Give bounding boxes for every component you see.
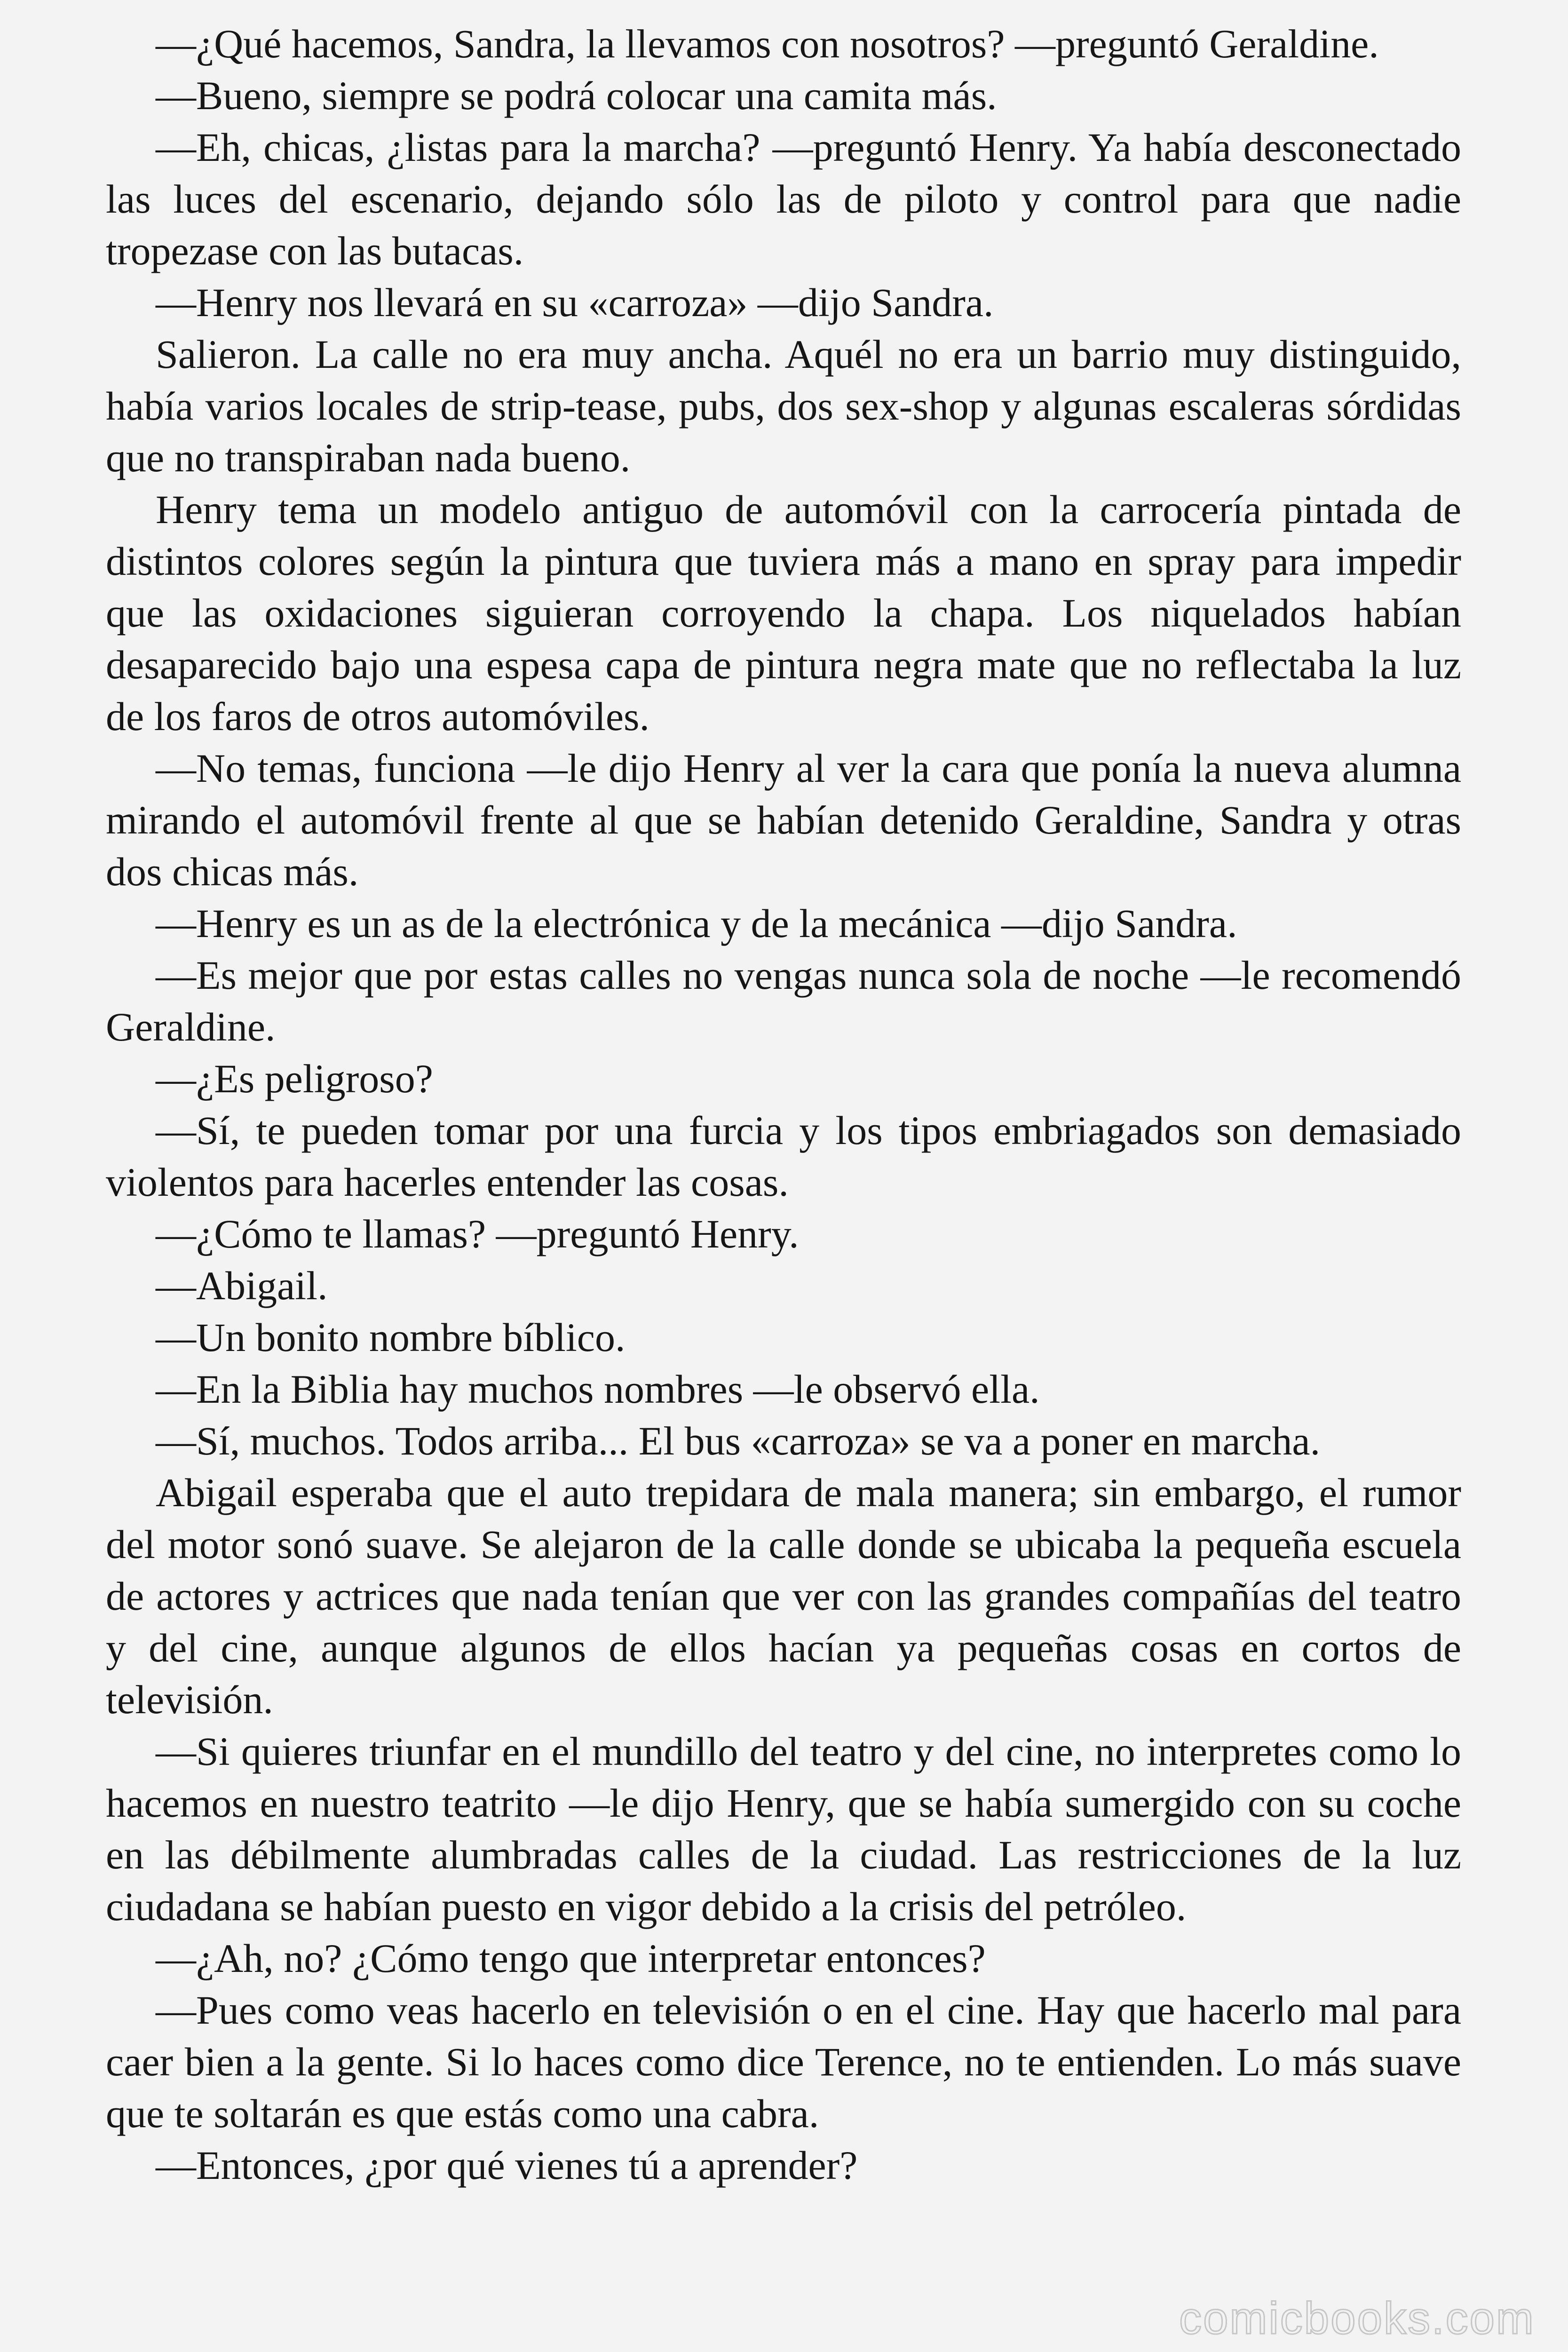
paragraph: —Abigail. bbox=[156, 1263, 328, 1308]
paragraph: —¿Cómo te llamas? —preguntó Henry. bbox=[156, 1211, 799, 1256]
paragraph: —Es mejor que por estas calles no vengas nunca sola de noche —le recomendó Geraldine. bbox=[106, 953, 1461, 1049]
paragraph: —Un bonito nombre bíblico. bbox=[156, 1315, 626, 1360]
paragraph: —Pues como veas hacerlo en televisión o en el cine. Hay que hacerlo mal para caer bien a la gente. Si lo haces como dice Terence, no te entienden. Lo más suave que te soltarán es que estás como una cabra. bbox=[106, 1987, 1461, 2136]
paragraph: —¿Qué hacemos, Sandra, la llevamos con nosotros? —preguntó Geraldine. bbox=[156, 21, 1379, 66]
paragraph: —Bueno, siempre se podrá colocar una camita más. bbox=[156, 73, 997, 118]
book-page-text bbox=[106, 18, 1461, 2191]
paragraph: —Sí, te pueden tomar por una furcia y los tipos embriagados son demasiado violentos para hacerles entender las cosas. bbox=[106, 1108, 1461, 1205]
paragraph: —Sí, muchos. Todos arriba... El bus «carroza» se va a poner en marcha. bbox=[156, 1418, 1321, 1463]
paragraph: —¿Es peligroso? bbox=[156, 1056, 433, 1101]
paragraph: —Henry es un as de la electrónica y de la mecánica —dijo Sandra. bbox=[156, 901, 1237, 946]
paragraph: —Si quieres triunfar en el mundillo del teatro y del cine, no interpretes como lo hacemos en nuestro teatrito —le dijo Henry, que se había sumergido con su coche en las débilmente alumbradas calles de la ciudad. Las restricciones de la luz ciudadana se habían puesto en vigor debido a la crisis del petróleo. bbox=[106, 1729, 1461, 1929]
paragraph: Abigail esperaba que el auto trepidara de mala manera; sin embargo, el rumor del motor sonó suave. Se alejaron de la calle donde se ubicaba la pequeña escuela de actores y actrices que nada tenían que ver con las grandes compañías del teatro y del cine, aunque algunos de ellos hacían ya pequeñas cosas en cortos de televisión. bbox=[106, 1470, 1461, 1722]
paragraph: —¿Ah, no? ¿Cómo tengo que interpretar entonces? bbox=[156, 1936, 986, 1981]
paragraph: Salieron. La calle no era muy ancha. Aquél no era un barrio muy distinguido, había varios locales de strip-tease, pubs, dos sex-shop y algunas escaleras sórdidas que no transpiraban nada bueno. bbox=[106, 332, 1461, 480]
watermark-text: comicbooks.com bbox=[1179, 2293, 1535, 2344]
paragraph: —No temas, funciona —le dijo Henry al ver la cara que ponía la nueva alumna mirando el automóvil frente al que se habían detenido Geraldine, Sandra y otras dos chicas más. bbox=[106, 746, 1461, 894]
paragraph: —En la Biblia hay muchos nombres —le observó ella. bbox=[156, 1367, 1040, 1412]
paragraph: —Entonces, ¿por qué vienes tú a aprender? bbox=[156, 2143, 858, 2188]
paragraph: —Henry nos llevará en su «carroza» —dijo Sandra. bbox=[156, 280, 994, 325]
paragraph: —Eh, chicas, ¿listas para la marcha? —preguntó Henry. Ya había desconectado las luces del escenario, dejando sólo las de piloto y control para que nadie tropezase con las butacas. bbox=[106, 125, 1461, 273]
paragraph: Henry tema un modelo antiguo de automóvil con la carrocería pintada de distintos colores según la pintura que tuviera más a mano en spray para impedir que las oxidaciones siguieran corroyendo la chapa. Los niquelados habían desaparecido bajo una espesa capa de pintura negra mate que no reflectaba la luz de los faros de otros automóviles. bbox=[106, 487, 1461, 739]
